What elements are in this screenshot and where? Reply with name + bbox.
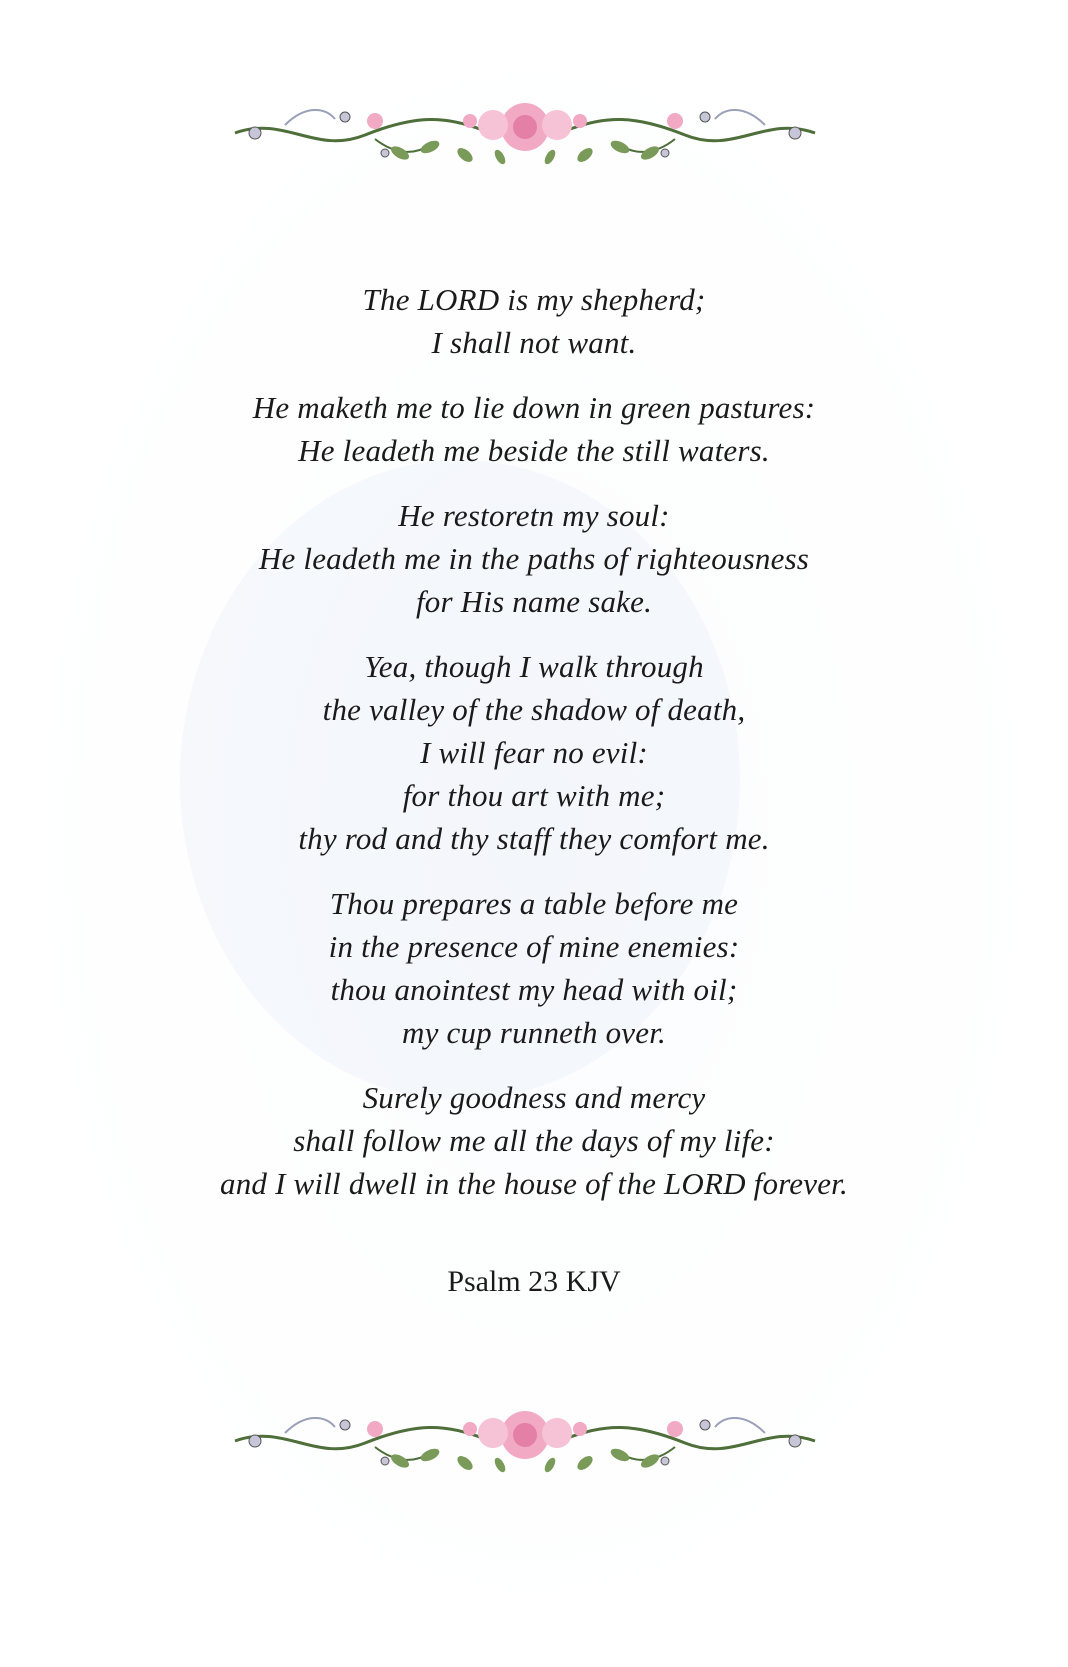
poem-line: the valley of the shadow of death, xyxy=(322,692,746,727)
poem-line: for His name sake. xyxy=(415,584,653,619)
poem-line: for thou art with me; xyxy=(402,778,666,813)
poem-line: Yea, though I walk through xyxy=(364,649,704,684)
poem-line: He leadeth me in the paths of righteousness xyxy=(258,541,810,576)
poem-line: He maketh me to lie down in green pastures: xyxy=(252,390,816,425)
stanza-4 xyxy=(0,645,1068,860)
stanza-6 xyxy=(0,1076,1068,1205)
poem-line: thou anointest my head with oil; xyxy=(330,972,738,1007)
poem-line: and I will dwell in the house of the LORD forever. xyxy=(220,1166,848,1201)
bottom-floral-garland xyxy=(225,1403,825,1493)
poem-line: He restoretn my soul: xyxy=(398,498,670,533)
psalm-citation: Psalm 23 KJV xyxy=(447,1265,621,1298)
poem-line: Surely goodness and mercy xyxy=(362,1080,706,1115)
poem-line: Thou prepares a table before me xyxy=(329,886,739,921)
poem-line: my cup runneth over. xyxy=(402,1015,666,1050)
stanza-2 xyxy=(0,386,1068,472)
stanza-3 xyxy=(0,494,1068,623)
poem-line: I shall not want. xyxy=(431,325,637,360)
poem-line: shall follow me all the days of my life: xyxy=(293,1123,775,1158)
poem-line: in the presence of mine enemies: xyxy=(328,929,740,964)
garland-vine-right xyxy=(565,110,815,152)
poem-line: He leadeth me beside the still waters. xyxy=(298,433,770,468)
poem-line: The LORD is my shepherd; xyxy=(362,282,706,317)
top-floral-garland xyxy=(225,95,825,185)
stanza-1 xyxy=(0,278,1068,364)
garland-vine-left xyxy=(235,110,485,152)
garland-roses xyxy=(367,103,683,151)
poem-line: thy rod and thy staff they comfort me. xyxy=(298,821,770,856)
poem-line: I will fear no evil: xyxy=(420,735,648,770)
psalm-poem xyxy=(0,278,1068,1227)
stanza-5 xyxy=(0,882,1068,1054)
